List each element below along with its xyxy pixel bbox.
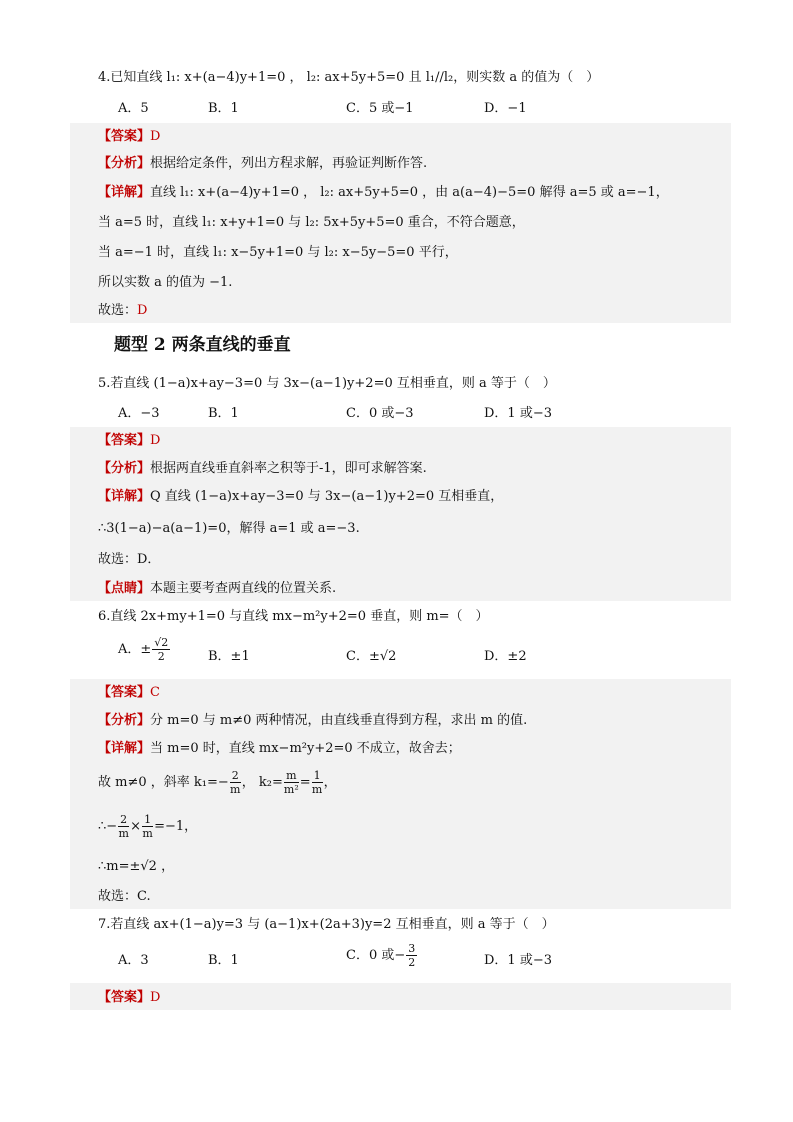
answer-value: D <box>150 129 161 144</box>
option-a: A．3 <box>118 953 149 968</box>
answer-value: D <box>150 433 161 448</box>
denominator: 2 <box>157 650 165 663</box>
detail-line-2: 当 a=5 时，直线 l₁: x+y+1=0 与 l₂: 5x+5y+5=0 重合，不符合题意， <box>98 215 525 230</box>
option-b: B．±1 <box>208 649 250 664</box>
comment-tag: 【点睛】 <box>98 581 151 596</box>
question-7: 7.若直线 ax+(1−a)y=3 与 (a−1)x+(2a+3)y=2 互相垂直，则 a 等于（ ） <box>98 917 555 932</box>
fraction <box>118 813 129 840</box>
analysis-line <box>98 709 527 728</box>
detail-line-4: ∴m=±√2 ， <box>98 859 175 874</box>
choice-value: D <box>137 303 148 318</box>
detail-line-1 <box>98 181 669 200</box>
answer-line <box>98 681 160 700</box>
choice-line: 故选：C. <box>98 889 151 904</box>
option-c: C．±√2 <box>346 649 397 664</box>
question-4-line-1: l₁: x+(a−4)y+1=0 ， <box>166 70 303 85</box>
analysis-line <box>98 152 427 171</box>
option-d: D．−1 <box>484 101 527 116</box>
question-5: 5.若直线 (1−a)x+ay−3=0 与 3x−(a−1)y+2=0 互相垂直，则 a 等于（ ） <box>98 376 556 391</box>
detail-line-2 <box>98 769 337 796</box>
comment-text: 本题主要考查两直线的位置关系. <box>150 581 337 596</box>
detail-tag: 【详解】 <box>98 489 151 504</box>
question-7-options <box>118 942 578 978</box>
text: 故 m≠0 ，斜率 k₁=− <box>98 775 229 790</box>
text: ∴− <box>98 819 118 834</box>
analysis-tag: 【分析】 <box>98 461 151 476</box>
answer-tag: 【答案】 <box>98 129 151 144</box>
fraction <box>312 769 323 796</box>
section-heading: 题型 2 两条直线的垂直 <box>114 335 291 355</box>
denominator: m <box>142 827 153 840</box>
numerator: √2 <box>154 636 169 649</box>
answer-line <box>98 986 160 1005</box>
analysis-text: 根据给定条件，列出方程求解，再验证判断作答. <box>150 156 428 171</box>
option-c: C．5 或−1 <box>346 101 414 116</box>
option-a: A．−3 <box>118 406 160 421</box>
question-4-prefix: 4.已知直线 <box>98 70 163 85</box>
option-a: A．5 <box>118 101 149 116</box>
denominator: m <box>118 827 129 840</box>
question-5-solution <box>70 427 731 601</box>
choice-label: 故选： <box>98 303 138 318</box>
answer-line <box>98 429 160 448</box>
option-d: D．1 或−3 <box>484 953 552 968</box>
option-c <box>346 942 418 969</box>
option-a <box>118 636 171 663</box>
numerator: 1 <box>144 813 152 826</box>
question-4-condition: 且 l₁//l₂ <box>408 70 454 85</box>
answer-value: D <box>150 990 161 1005</box>
detail-text: 当 m=0 时，直线 mx−m²y+2=0 不成立，故舍去； <box>150 741 461 756</box>
text: ， <box>323 775 337 790</box>
option-b: B．1 <box>208 406 239 421</box>
detail-line-1 <box>98 737 461 756</box>
answer-tag: 【答案】 <box>98 685 151 700</box>
detail-tag: 【详解】 <box>98 185 151 200</box>
text: = <box>299 775 311 790</box>
denominator: m² <box>283 783 299 796</box>
analysis-text: 分 m=0 与 m≠0 两种情况，由直线垂直得到方程，求出 m 的值. <box>150 713 528 728</box>
comment-line <box>98 577 336 596</box>
fraction <box>152 636 170 663</box>
answer-line <box>98 125 160 144</box>
option-d: D．1 或−3 <box>484 406 552 421</box>
option-c: C．0 或−3 <box>346 406 414 421</box>
question-6-solution <box>70 679 731 909</box>
option-d: D．±2 <box>484 649 527 664</box>
denominator: m <box>311 783 323 796</box>
fraction <box>230 769 241 796</box>
numerator: 1 <box>313 769 321 782</box>
denominator: 2 <box>408 956 416 969</box>
denominator: m <box>230 783 241 796</box>
analysis-line <box>98 457 427 476</box>
question-4 <box>98 66 599 85</box>
answer-value: C <box>150 685 160 700</box>
text: ， k₂= <box>241 775 283 790</box>
question-5-options <box>118 402 578 422</box>
question-4-options <box>118 97 578 117</box>
detail-tag: 【详解】 <box>98 741 151 756</box>
question-6: 6.直线 2x+my+1=0 与直线 mx−m²y+2=0 垂直，则 m=（ ） <box>98 609 489 624</box>
detail-line-4: 所以实数 a 的值为 −1. <box>98 275 233 290</box>
analysis-tag: 【分析】 <box>98 713 151 728</box>
detail-line-1 <box>98 485 503 504</box>
detail-text: Q 直线 (1−a)x+ay−3=0 与 3x−(a−1)y+2=0 互相垂直， <box>150 489 504 504</box>
analysis-tag: 【分析】 <box>98 156 151 171</box>
fraction <box>142 813 153 840</box>
detail-line-3: 当 a=−1 时，直线 l₁: x−5y+1=0 与 l₂: x−5y−5=0 平行， <box>98 245 458 260</box>
numerator: 2 <box>120 813 128 826</box>
numerator: m <box>284 769 299 783</box>
option-b: B．1 <box>208 953 239 968</box>
choice-line: 故选：D． <box>98 552 161 567</box>
question-4-solution <box>70 123 731 323</box>
text: × <box>130 819 142 834</box>
option-a-prefix: A．± <box>118 642 152 657</box>
answer-tag: 【答案】 <box>98 990 151 1005</box>
question-4-suffix: ，则实数 a 的值为（ ） <box>453 70 600 85</box>
numerator: 3 <box>408 942 416 955</box>
fraction <box>284 769 299 796</box>
numerator: 2 <box>231 769 239 782</box>
detail-line-3 <box>98 813 197 840</box>
answer-tag: 【答案】 <box>98 433 151 448</box>
option-b: B．1 <box>208 101 239 116</box>
question-7-solution <box>70 983 731 1010</box>
detail-line-2: ∴3(1−a)−a(a−1)=0，解得 a=1 或 a=−3. <box>98 521 360 536</box>
analysis-text: 根据两直线垂直斜率之积等于-1，即可求解答案. <box>150 461 427 476</box>
text: =−1， <box>154 819 198 834</box>
question-4-line-2: l₂: ax+5y+5=0 <box>306 70 405 85</box>
option-c-prefix: C．0 或− <box>346 948 406 963</box>
question-6-options <box>118 636 578 672</box>
detail-text: 直线 l₁: x+(a−4)y+1=0 ， l₂: ax+5y+5=0 ，由 a(a−4)−5=0 解得 a=5 或 a=−1， <box>150 185 669 200</box>
choice-line <box>98 299 147 318</box>
fraction <box>406 942 417 969</box>
